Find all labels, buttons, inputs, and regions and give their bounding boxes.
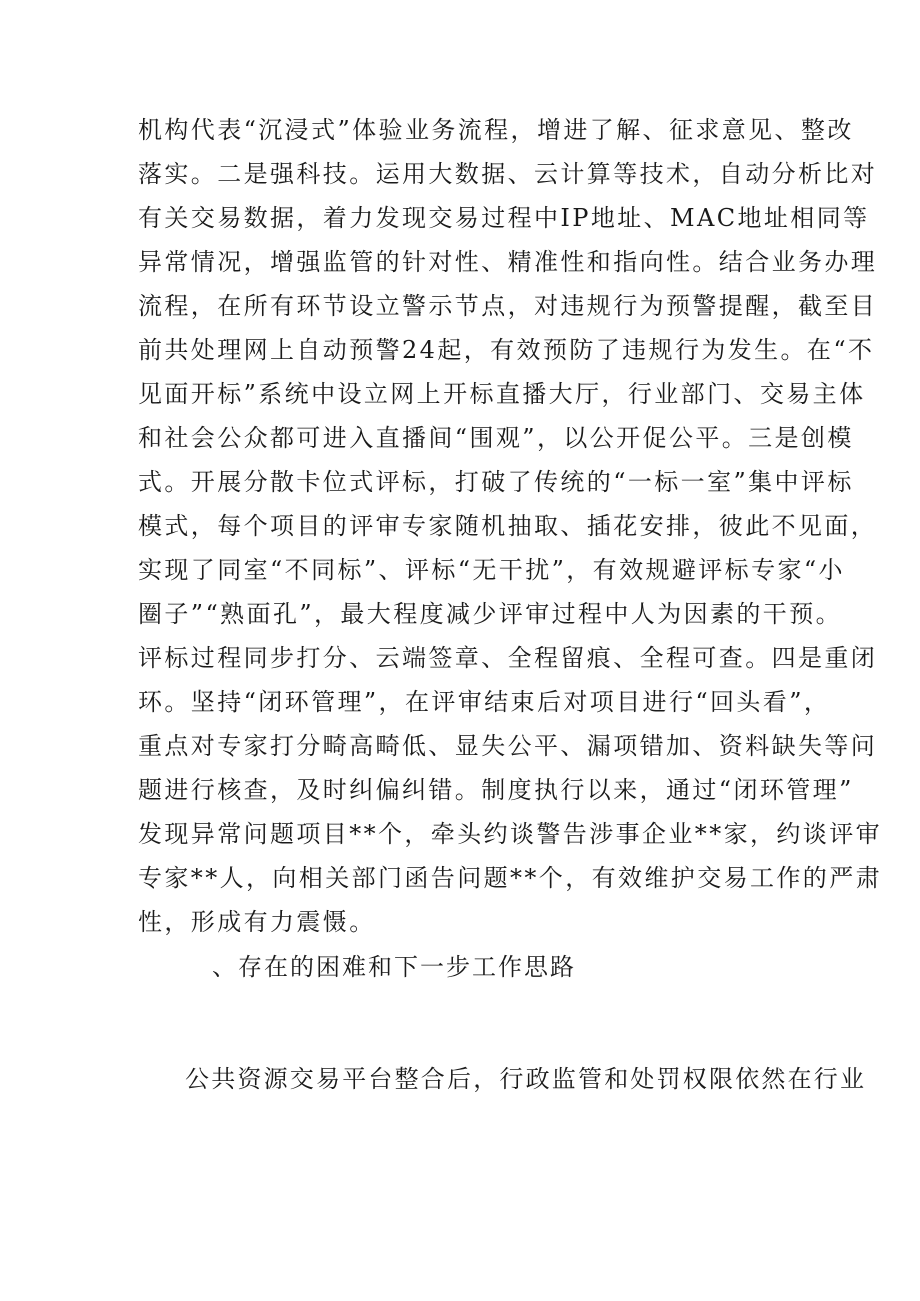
body-line-5: 流程，在所有环节设立警示节点，对违规行为预警提醒，截至目: [138, 292, 878, 320]
body-line-13: 评标过程同步打分、云端签章、全程留痕、全程可查。四是重闭: [138, 644, 878, 672]
body-line-6: 前共处理网上自动预警24起，有效预防了违规行为发生。在“不: [138, 336, 875, 364]
body-line-19: 性，形成有力震慑。: [138, 908, 376, 936]
body-line-4: 异常情况，增强监管的针对性、精准性和指向性。结合业务办理: [138, 248, 878, 276]
body-line-11: 实现了同室“不同标”、评标“无干扰”，有效规避评标专家“小: [138, 556, 845, 584]
section-heading: 、存在的困难和下一步工作思路: [212, 953, 576, 981]
body-line-3: 有关交易数据，着力发现交易过程中IP地址、MAC地址相同等: [138, 204, 870, 232]
body-line-7: 见面开标”系统中设立网上开标直播大厅，行业部门、交易主体: [138, 380, 866, 408]
next-paragraph-line: 公共资源交易平台整合后，行政监管和处罚权限依然在行业: [185, 1065, 867, 1093]
body-line-15: 重点对专家打分畸高畸低、显失公平、漏项错加、资料缺失等问: [138, 732, 878, 760]
body-line-2: 落实。二是强科技。运用大数据、云计算等技术，自动分析比对: [138, 160, 878, 188]
body-line-18: 专家**人，向相关部门函告问题**个，有效维护交易工作的严肃: [138, 864, 882, 892]
body-line-17: 发现异常问题项目**个，牵头约谈警告涉事企业**家，约谈评审: [138, 820, 882, 848]
body-line-1: 机构代表“沉浸式”体验业务流程，增进了解、征求意见、整改: [138, 116, 854, 144]
body-line-10: 模式，每个项目的评审专家随机抽取、插花安排，彼此不见面，: [138, 512, 878, 540]
body-line-14: 环。坚持“闭环管理”，在评审结束后对项目进行“回头看”，: [138, 688, 831, 716]
body-line-8: 和社会公众都可进入直播间“围观”，以公开促公平。三是创模: [138, 424, 854, 452]
body-line-12: 圈子”“熟面孔”，最大程度减少评审过程中人为因素的干预。: [138, 600, 843, 628]
body-line-9: 式。开展分散卡位式评标，打破了传统的“一标一室”集中评标: [138, 468, 854, 496]
body-line-16: 题进行核查，及时纠偏纠错。制度执行以来，通过“闭环管理”: [138, 776, 854, 804]
